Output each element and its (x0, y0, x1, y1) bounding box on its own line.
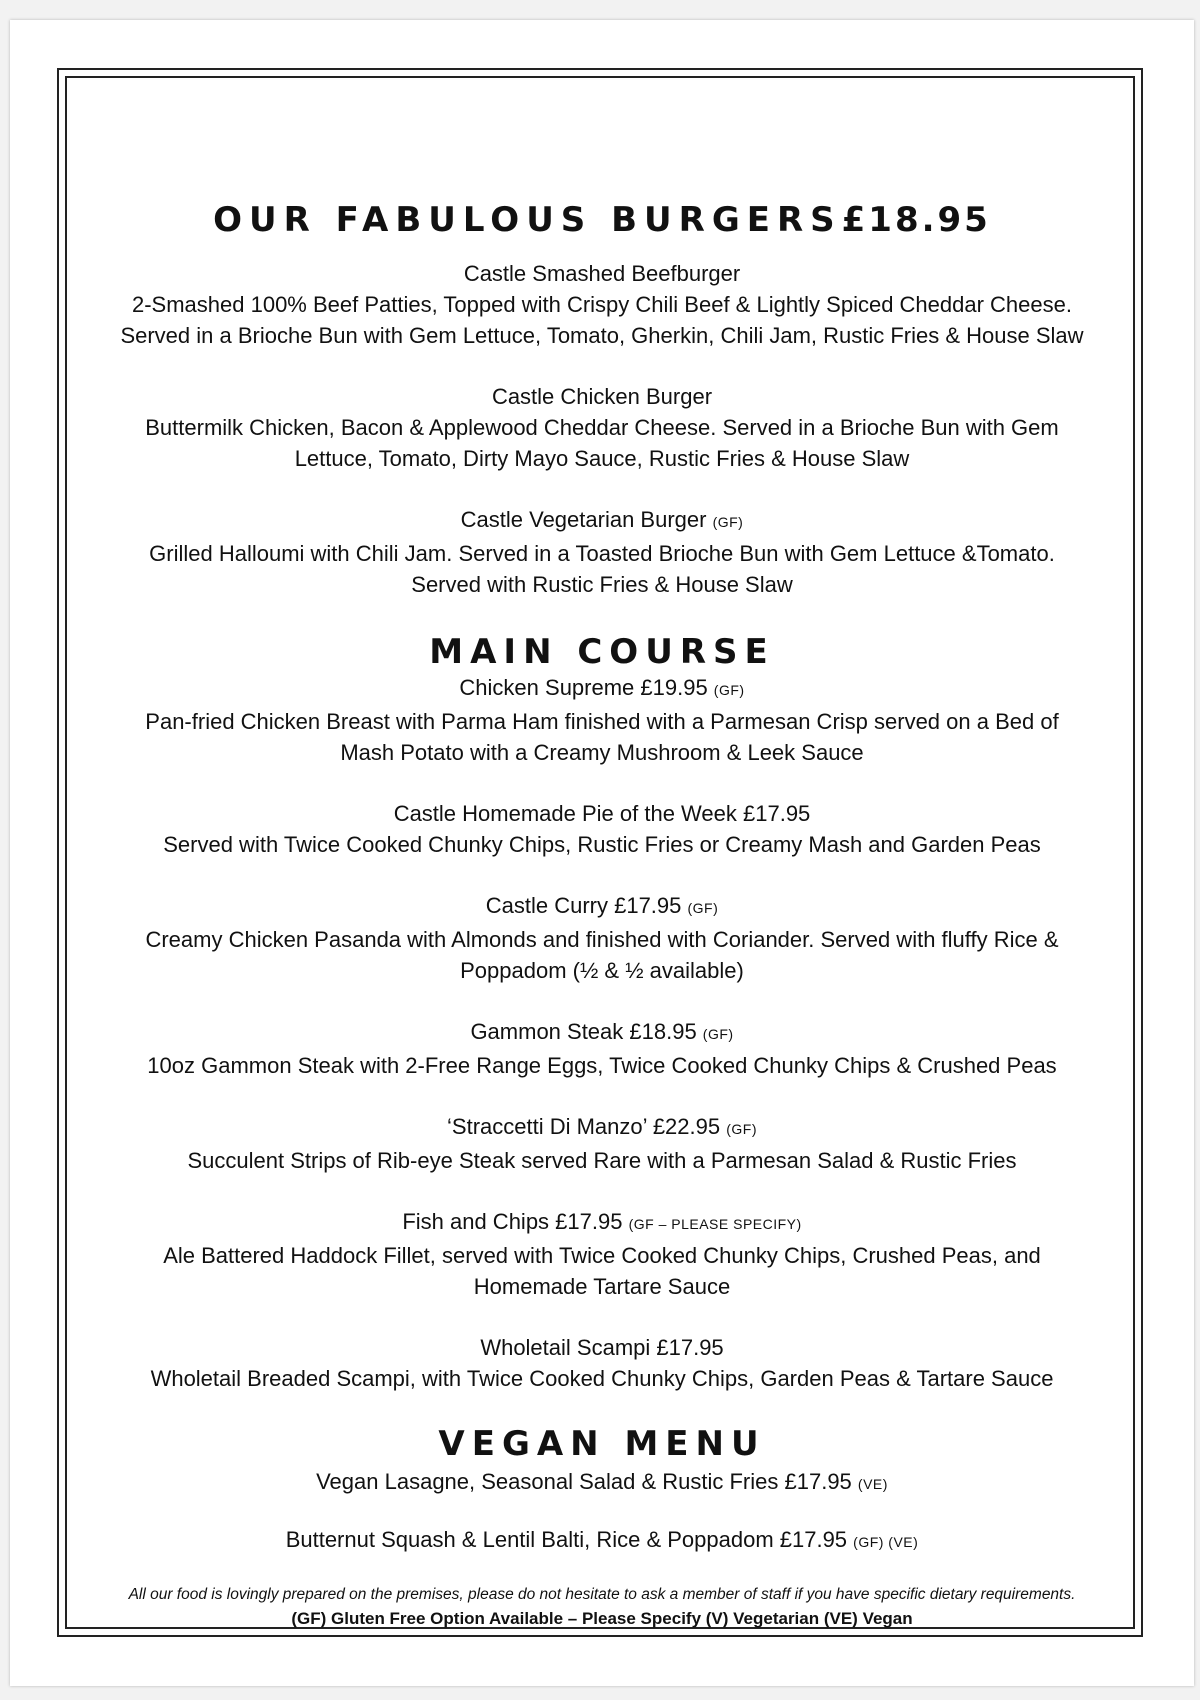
menu-item-name (70, 504, 1134, 538)
main-course-heading: MAIN COURSE (429, 632, 775, 672)
menu-item-description: Homemade Tartare Sauce (473, 1274, 731, 1299)
dish-name: Vegan Lasagne, Seasonal Salad & Rustic Fries £17.95 (316, 1469, 858, 1494)
menu-item-name (70, 1524, 1134, 1558)
menu-item (70, 1111, 1134, 1176)
menu-item-description: Ale Battered Haddock Fillet, served with Twice Cooked Chunky Chips, Crushed Peas, and (163, 1243, 1041, 1268)
menu-item (70, 890, 1134, 986)
menu-item-name (70, 258, 1134, 289)
menu-item-description: Grilled Halloumi with Chili Jam. Served in a Toasted Brioche Bun with Gem Lettuce &Tomato. (149, 541, 1055, 566)
menu-item-description: Creamy Chicken Pasanda with Almonds and finished with Coriander. Served with fluffy Rice & (145, 927, 1059, 952)
menu-item-name (70, 890, 1134, 924)
dietary-tag: (VE) (857, 1476, 888, 1492)
menu-item-name (70, 672, 1134, 706)
menu-item (70, 672, 1134, 768)
burgers-heading (70, 200, 1134, 240)
burgers-title: OUR FABULOUS BURGERS (213, 200, 842, 240)
dish-name: Castle Curry £17.95 (485, 893, 688, 918)
menu-item (70, 258, 1134, 351)
menu-item-name (70, 1206, 1134, 1240)
footer (70, 1583, 1134, 1631)
dietary-note: All our food is lovingly prepared on the premises, please do not hesitate to ask a member of staff if you have specific dietary requirements. (128, 1586, 1076, 1603)
vegan-menu-heading: VEGAN MENU (438, 1424, 766, 1464)
menu-page (10, 20, 1194, 1686)
dish-name: Butternut Squash & Lentil Balti, Rice & Poppadom £17.95 (285, 1527, 854, 1552)
menu-item-description: Pan-fried Chicken Breast with Parma Ham finished with a Parmesan Crisp served on a Bed of (145, 709, 1059, 734)
dietary-tag: (GF) (702, 1026, 734, 1042)
menu-item-name (70, 798, 1134, 829)
dish-name: Castle Smashed Beefburger (463, 261, 741, 286)
dietary-tag: (GF) (713, 682, 745, 698)
menu-content (70, 150, 1134, 1582)
menu-item-name (70, 1111, 1134, 1145)
dietary-tag: (GF) (726, 1121, 757, 1137)
menu-item-description: Poppadom (½ & ½ available) (460, 958, 744, 983)
menu-item (70, 1206, 1134, 1302)
menu-item-name (70, 381, 1134, 412)
menu-item-description: Wholetail Breaded Scampi, with Twice Cooked Chunky Chips, Garden Peas & Tartare Sauce (150, 1366, 1054, 1391)
menu-item (70, 381, 1134, 474)
dietary-legend: (GF) Gluten Free Option Available – Please Specify (V) Vegetarian (VE) Vegan (291, 1609, 913, 1628)
menu-item-description: 10oz Gammon Steak with 2-Free Range Eggs, Twice Cooked Chunky Chips & Crushed Peas (147, 1053, 1057, 1078)
menu-item-description: Served in a Brioche Bun with Gem Lettuce, Tomato, Gherkin, Chili Jam, Rustic Fries & House Slaw (120, 323, 1084, 348)
dish-name: Castle Homemade Pie of the Week £17.95 (393, 801, 811, 826)
dietary-tag: (GF – PLEASE SPECIFY) (628, 1216, 802, 1232)
vegan-menu-list (70, 1466, 1134, 1558)
dish-name: Chicken Supreme £19.95 (459, 675, 714, 700)
dietary-tag: (GF) (687, 900, 719, 916)
menu-item (70, 1016, 1134, 1081)
main-course-list (70, 672, 1134, 1394)
menu-item-description: Buttermilk Chicken, Bacon & Applewood Cheddar Cheese. Served in a Brioche Bun with Gem (145, 415, 1059, 440)
menu-item-description: Lettuce, Tomato, Dirty Mayo Sauce, Rustic Fries & House Slaw (294, 446, 910, 471)
dish-name: Castle Vegetarian Burger (460, 507, 713, 532)
menu-item-description: Served with Twice Cooked Chunky Chips, Rustic Fries or Creamy Mash and Garden Peas (163, 832, 1041, 857)
menu-item-name (70, 1016, 1134, 1050)
menu-item (70, 1466, 1134, 1500)
dish-name: Wholetail Scampi £17.95 (480, 1335, 724, 1360)
burgers-price: £18.95 (841, 200, 991, 240)
menu-item (70, 1524, 1134, 1558)
dish-name: Castle Chicken Burger (491, 384, 713, 409)
menu-item-description: Succulent Strips of Rib-eye Steak served Rare with a Parmesan Salad & Rustic Fries (187, 1148, 1017, 1173)
menu-item-description: Served with Rustic Fries & House Slaw (411, 572, 793, 597)
dietary-tag: (GF) (VE) (853, 1534, 919, 1550)
menu-item (70, 798, 1134, 860)
menu-item-name (70, 1466, 1134, 1500)
dietary-tag: (GF) (712, 514, 744, 530)
dish-name: ‘Straccetti Di Manzo’ £22.95 (447, 1114, 727, 1139)
menu-item (70, 504, 1134, 600)
menu-item-description: Mash Potato with a Creamy Mushroom & Leek Sauce (340, 740, 864, 765)
menu-item-name (70, 1332, 1134, 1363)
burgers-list (70, 258, 1134, 600)
dish-name: Fish and Chips £17.95 (402, 1209, 629, 1234)
menu-item-description: 2-Smashed 100% Beef Patties, Topped with Crispy Chili Beef & Lightly Spiced Cheddar Cheese. (131, 292, 1072, 317)
menu-item (70, 1332, 1134, 1394)
dish-name: Gammon Steak £18.95 (470, 1019, 703, 1044)
